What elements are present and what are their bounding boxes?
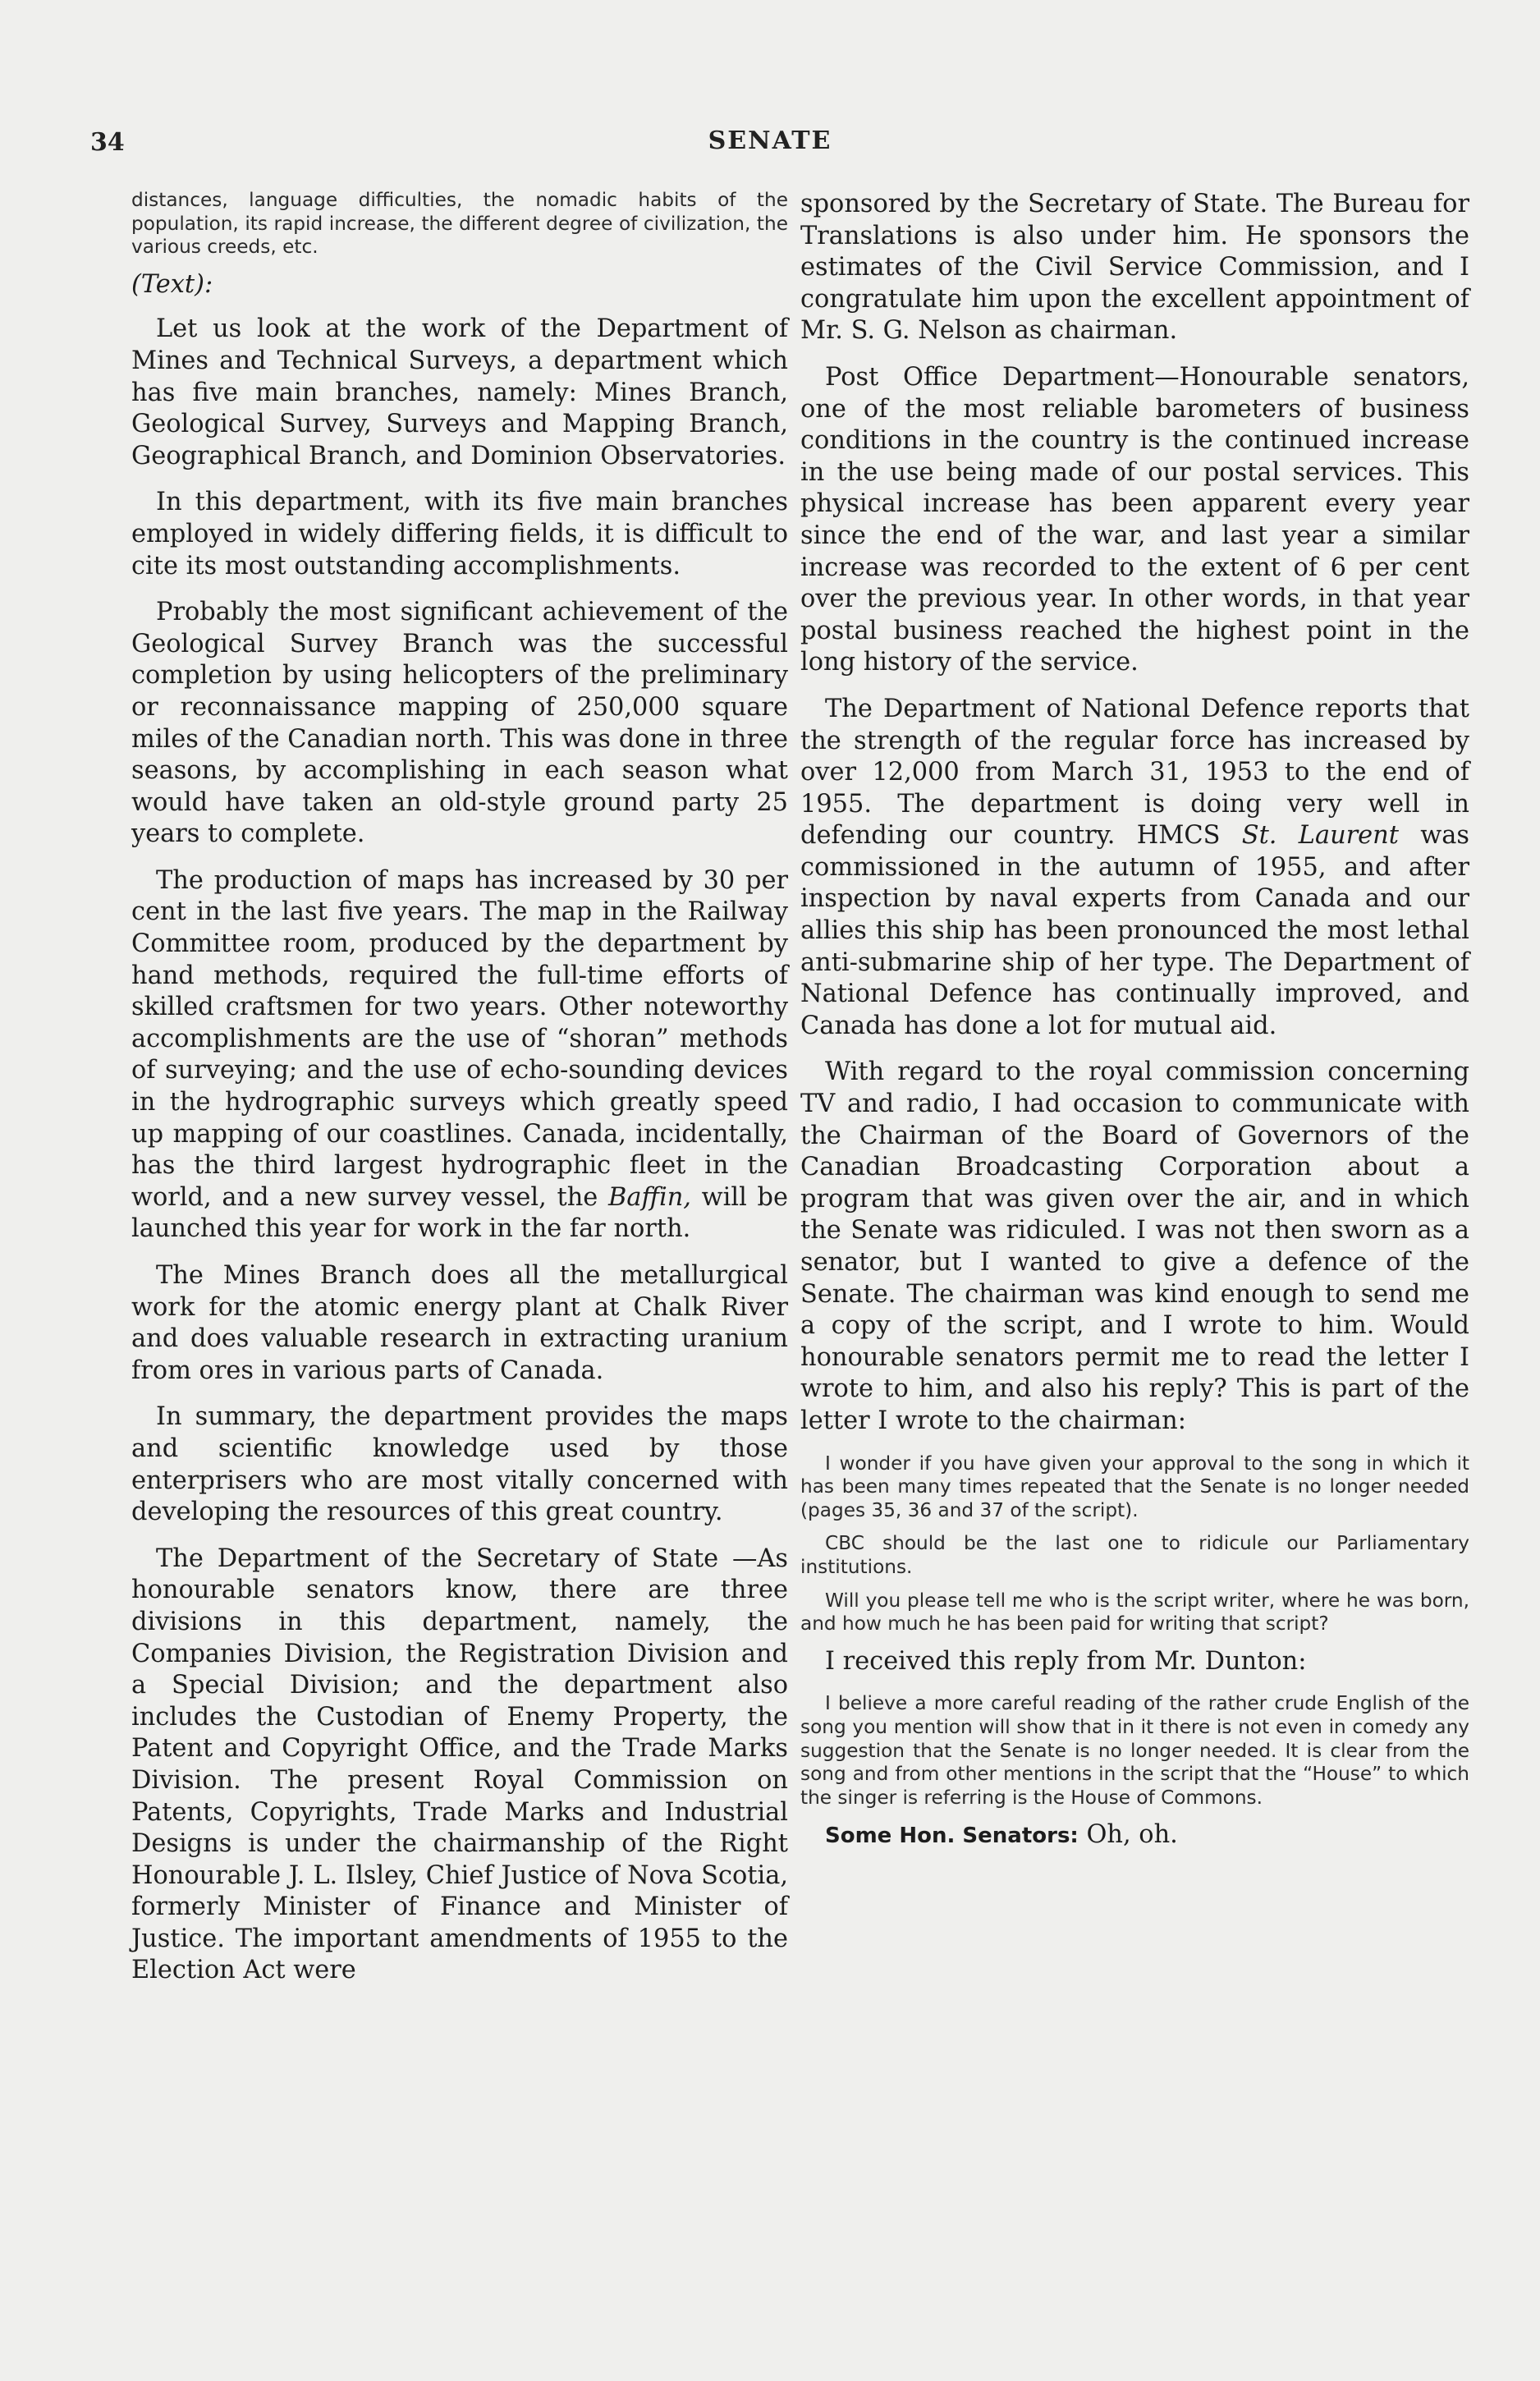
paragraph-maps-production <box>131 865 788 1246</box>
page-number: 34 <box>90 128 125 157</box>
speaker-label: Some Hon. Senators: <box>825 1824 1079 1849</box>
letter-quote-2: CBC should be the last one to ridicule our Parliamentary institutions. <box>800 1532 1469 1578</box>
paragraph-geological-survey: Probably the most significant achievement of the Geological Survey Branch was the successful completion by using helicopters of the preliminary or reconnaissance mapping of 250,000 square miles of the Canadian north. This was done in three seasons, by accomplishing in each season what would have taken an old-style ground party 25 years to complete. <box>131 598 788 849</box>
letter-quote-1: I wonder if you have given your approval to the song in which it has been many times repeated that the Senate is no longer needed (pages 35, 36 and 37 of the script). <box>800 1452 1469 1521</box>
intro-quote: distances, language difficulties, the nomadic habits of the population, its rapid increase, the different degree of civilization, the various creeds, etc. <box>131 189 788 259</box>
paragraph-summary: In summary, the department provides the maps and scientific knowledge used by those enterprisers who are most vitally concerned with developing the resources of this great country. <box>131 1402 788 1527</box>
paragraph-secretary-of-state: The Department of the Secretary of State —As honourable senators know, there are three divisions in this department, namely, the Companies Division, the Registration Division and a Special Division; and the department also includes the Custodian of Enemy Property, the Patent and Copyright Office, and the Trade Marks Division. The present Royal Commission on Patents, Copyrights, Trade Marks and Industrial Designs is under the chairmanship of the Right Honourable J. L. Ilsley, Chief Justice of Nova Scotia, formerly Minister of Finance and Minister of Justice. The important amendments of 1955 to the Election Act were <box>131 1544 788 1985</box>
ship-name-baffin: Baffin, <box>608 1182 691 1212</box>
ship-name-st-laurent: St. Laurent <box>1241 821 1399 851</box>
paragraph-mines-department: Let us look at the work of the Department of Mines and Technical Surveys, a department which has five main branches, namely: Mines Branch, Geological Survey, Surveys and Mapping Branch, Geographical Branch, and Dominion Observatories. <box>131 314 788 470</box>
paragraph-five-branches: In this department, with its five main branches employed in widely differing fields, it is difficult to cite its most outstanding accomplishments. <box>131 488 788 580</box>
reply-quote: I believe a more careful reading of the rather crude English of the song you mention will show that in it there is not even in comedy any suggestion that the Senate is no longer needed. It is clear from the song and from other mentions in the script that the “House” to which the singer is referring is the House of Commons. <box>800 1692 1469 1809</box>
paragraph-reply-intro: I received this reply from Mr. Dunton: <box>825 1646 1307 1676</box>
maps-text-a: The production of maps has increased by 30 per cent in the last five years. The map in the Railway Committee room, produced by the department by hand methods, required the full-time efforts of skilled craftsmen for two years. Other noteworthy accomplishments are the use of “shoran” methods of surveying; and the use of echo-sounding devices in the hydrographic surveys which greatly speed up mapping of our coastlines. Canada, incidentally, has the third largest hydrographic fleet in the world, and a new survey vessel, the <box>131 865 788 1212</box>
letter-quote-3: Will you please tell me who is the script writer, where he was born, and how much he has been paid for writing that script? <box>800 1589 1469 1636</box>
right-column <box>800 189 1469 1867</box>
text-label: (Text): <box>131 269 213 299</box>
interjection <box>800 1819 1469 1852</box>
defence-text-a: The Department of National Defence reports that the strength of the regular force has increased by over 12,000 from March 31, 1953 to the end of 1955. The department is doing very well in defending our country. HMCS <box>800 694 1469 851</box>
speech-text: Oh, oh. <box>1086 1820 1178 1850</box>
running-head: SENATE <box>708 126 832 155</box>
maps-text-b: will be launched this year for work in the far north. <box>131 1182 788 1244</box>
left-column <box>131 189 788 2002</box>
paragraph-post-office: Post Office Department—Honourable senators, one of the most reliable barometers of business conditions in the country is the continued increase in the use being made of our postal services. This physical increase has been apparent every year since the end of the war, and last year a similar increase was recorded to the extent of 6 per cent over the previous year. In other words, in that year postal business reached the highest point in the long history of the service. <box>800 362 1469 677</box>
paragraph-sponsored: sponsored by the Secretary of State. The Bureau for Translations is also under him. He sponsors the estimates of the Civil Service Commission, and I congratulate him upon the excellent appointment of Mr. S. G. Nelson as chairman. <box>800 190 1469 346</box>
paragraph-national-defence <box>800 694 1469 1043</box>
paragraph-royal-commission-tv: With regard to the royal commission concerning TV and radio, I had occasion to communicate with the Chairman of the Board of Governors of the Canadian Broadcasting Corporation about a program that was given over the air, and in which the Senate was ridiculed. I was not then sworn as a senator, but I wanted to give a defence of the Senate. The chairman was kind enough to send me a copy of the script, and I wrote to him. Would honourable senators permit me to read the letter I wrote to him, and also his reply? This is part of the letter I wrote to the chairman: <box>800 1057 1469 1435</box>
defence-text-b: was commissioned in the autumn of 1955, and after inspection by naval experts from Canada and our allies this ship has been pronounced the most lethal anti-submarine ship of her type. The Department of National Defence has continually improved, and Canada has done a lot for mutual aid. <box>800 821 1469 1040</box>
paragraph-mines-branch: The Mines Branch does all the metallurgical work for the atomic energy plant at Chalk River and does valuable research in extracting uranium from ores in various parts of Canada. <box>131 1261 788 1385</box>
